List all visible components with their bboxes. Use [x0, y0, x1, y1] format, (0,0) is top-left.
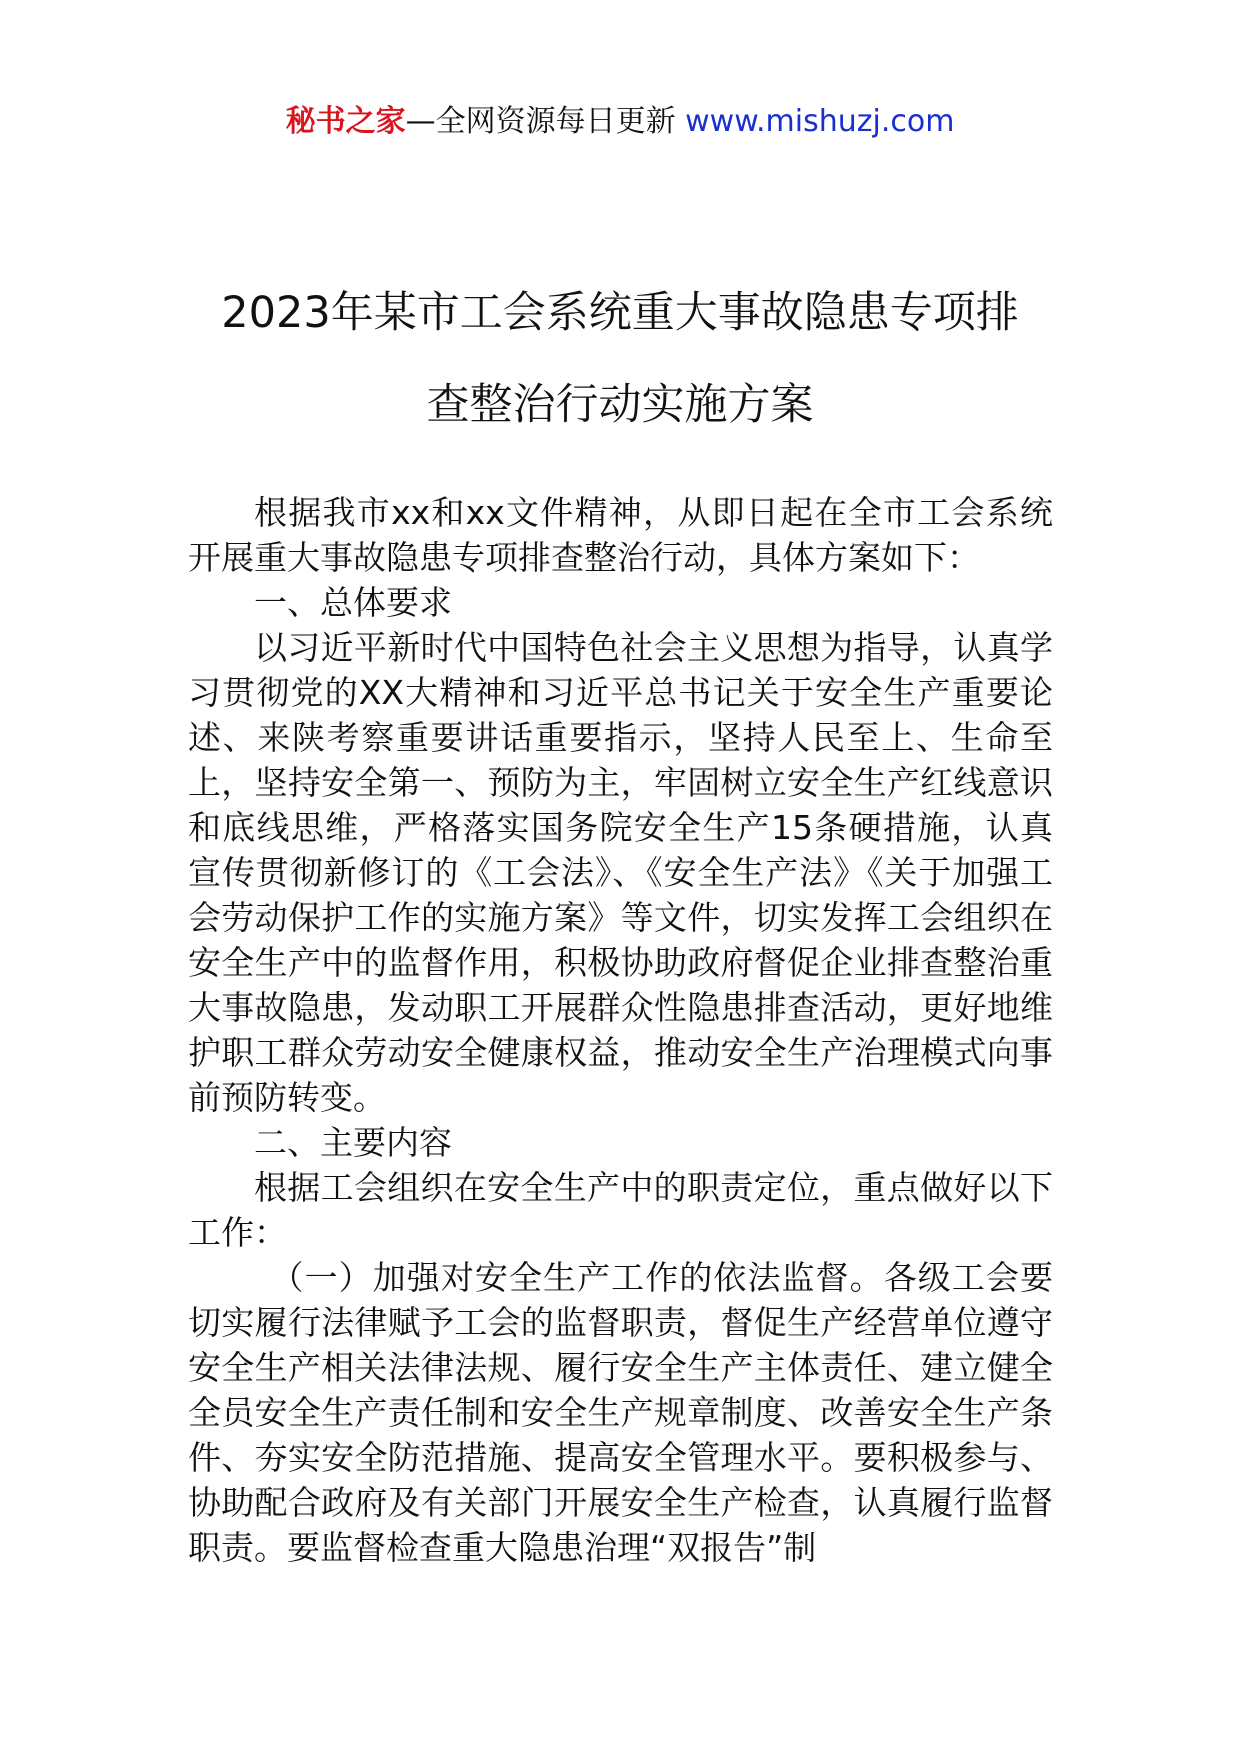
site-header [0, 100, 1240, 144]
document-body [188, 490, 1053, 1570]
paragraph-main-content-intro: 根据工会组织在安全生产中的职责定位，重点做好以下工作： [188, 1168, 1053, 1252]
paragraph-item-1: （一）加强对安全生产工作的依法监督。各级工会要切实履行法律赋予工会的监督职责，督促生产经营单位遵守安全生产相关法律法规、履行安全生产主体责任、建立健全全员安全生产责任制和安全生产规章制度、改善安全生产条件、夯实安全防范措施、提高安全管理水平。要积极参与、协助配合政府及有关部门开展安全生产检查，认真履行监督职责。要监督检查重大隐患治理“双报告”制 [188, 1258, 1053, 1567]
document-title-line-2: 查整治行动实施方案 [426, 380, 814, 430]
paragraph-general-requirements: 以习近平新时代中国特色社会主义思想为指导，认真学习贯彻党的XX大精神和习近平总书记关于安全生产重要论述、来陕考察重要讲话重要指示，坚持人民至上、生命至上，坚持安全第一、预防为主，牢固树立安全生产红线意识和底线思维，严格落实国务院安全生产15条硬措施，认真宣传贯彻新修订的《工会法》、《安全生产法》《关于加强工会劳动保护工作的实施方案》等文件，切实发挥工会组织在安全生产中的监督作用，积极协助政府督促企业排查整治重大事故隐患，发动职工开展群众性隐患排查活动，更好地维护职工群众劳动安全健康权益，推动安全生产治理模式向事前预防转变。 [188, 628, 1053, 1117]
section-heading-2: 二、主要内容 [254, 1123, 452, 1162]
site-url-link[interactable]: www.mishuzj.com [685, 104, 955, 139]
brand-name: 秘书之家 [285, 104, 406, 139]
document-title-line-1: 2023年某市工会系统重大事故隐患专项排 [221, 288, 1019, 338]
header-slogan: —全网资源每日更新 [405, 104, 676, 139]
section-heading-1: 一、总体要求 [254, 583, 452, 622]
paragraph-intro: 根据我市xx和xx文件精神，从即日起在全市工会系统开展重大事故隐患专项排查整治行动，具体方案如下： [188, 493, 1053, 577]
